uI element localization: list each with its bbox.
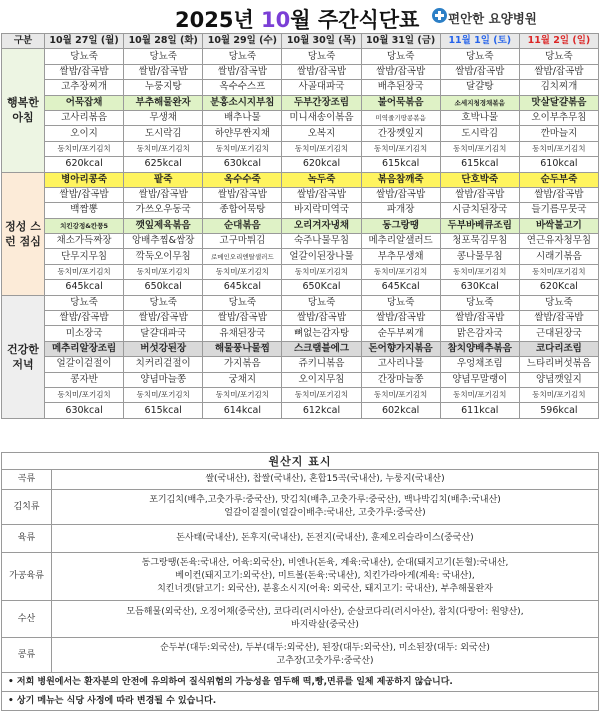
menu-item: 순두부찌개 [361,326,440,341]
menu-item: 부추무생채 [361,249,440,264]
menu-row [2,49,599,64]
menu-item: 고사리볶음 [45,110,124,125]
menu-item: 동치미/포기김치 [203,141,282,156]
origin-line: 쌀(국내산), 찹쌀(국내산), 혼합15곡(국내산), 누룽지(국내산) [205,474,445,484]
menu-item: 어묵잡채 [45,95,124,110]
menu-item: 미역줄기땅콩볶음 [361,110,440,125]
menu-body [2,49,599,418]
menu-row [2,234,599,249]
menu-item: 당뇨죽 [361,49,440,64]
menu-item: 쌀밥/잡곡밥 [282,64,361,79]
menu-item: 채소가득짜장 [45,234,124,249]
menu-item: 동치미/포기김치 [440,264,519,279]
menu-item: 바싹불고기 [519,218,598,233]
menu-item: 깍둑오이무침 [124,249,203,264]
menu-item: 동치미/포기김치 [203,264,282,279]
menu-item: 쌀밥/잡곡밥 [203,64,282,79]
menu-item: 병아리콩죽 [45,172,124,187]
origin-detail [52,553,599,601]
menu-item: 양념마늘쫑 [124,372,203,387]
menu-item: 오리겨자냉채 [282,218,361,233]
menu-item: 배추된장국 [361,80,440,95]
menu-item: 동치미/포기김치 [361,387,440,402]
menu-item: 치킨강정&칸풍5 [45,218,124,233]
origin-table [1,452,599,711]
kcal-cell: 645kcal [45,280,124,295]
kcal-cell: 620Kcal [519,280,598,295]
menu-item: 순두부죽 [519,172,598,187]
menu-item: 호박나물 [440,110,519,125]
title-bar [0,0,600,32]
menu-item: 간장마늘쫑 [361,372,440,387]
menu-item: 단무지무침 [45,249,124,264]
kcal-cell: 615kcal [361,157,440,172]
menu-row [2,80,599,95]
menu-item: 당뇨죽 [45,295,124,310]
notice-text: • 저희 병원에서는 환자분의 안전에 유의하여 질식위험의 가능성을 염두해 떡,빵,면류를 일체 제공하지 않습니다. [2,673,599,692]
menu-item: 동치미/포기김치 [282,141,361,156]
menu-item: 동치미/포기김치 [203,387,282,402]
notice-row [2,692,599,711]
day-header: 10월 29일 (수) [203,34,282,49]
menu-row [2,110,599,125]
menu-item: 쌀밥/잡곡밥 [519,64,598,79]
origin-row [2,470,599,490]
menu-item: 버섯강된장 [124,341,203,356]
weekly-menu-table [1,33,599,419]
menu-item: 콩나물무침 [440,249,519,264]
menu-item: 달걀대파국 [124,326,203,341]
hospital-cross-icon [432,8,447,23]
menu-item: 로메인오리엔탈샐러드 [203,249,282,264]
kcal-cell: 610kcal [519,157,598,172]
menu-row [2,403,599,418]
menu-item: 불어묵볶음 [361,95,440,110]
menu-item: 연근유자청무침 [519,234,598,249]
menu-item: 도시락김 [440,126,519,141]
menu-header-row [2,34,599,49]
menu-item: 시금치된장국 [440,203,519,218]
origin-line: 베이컨(돼지고기:외국산), 미트볼(돈육:국내산), 치킨가라아게(계육: 국내산), [175,571,475,581]
menu-item: 배추나물 [203,110,282,125]
menu-item: 뼈없는감자탕 [282,326,361,341]
menu-item: 동치미/포기김치 [519,141,598,156]
menu-item: 유채된장국 [203,326,282,341]
menu-item: 당뇨죽 [124,49,203,64]
menu-item: 미니새송이볶음 [282,110,361,125]
menu-item: 코다리조림 [519,341,598,356]
menu-item: 쥬키니볶음 [282,357,361,372]
menu-item: 쌀밥/잡곡밥 [361,64,440,79]
menu-item: 동치미/포기김치 [361,141,440,156]
menu-item: 당뇨죽 [519,295,598,310]
origin-category: 가공육류 [2,553,52,601]
menu-item: 치커리겉절이 [124,357,203,372]
menu-item: 쌀밥/잡곡밥 [361,187,440,202]
origin-detail [52,601,599,638]
menu-item: 쌀밥/잡곡밥 [440,187,519,202]
origin-row [2,601,599,638]
menu-row [2,264,599,279]
kcal-cell: 650Kcal [282,280,361,295]
menu-item: 느타리버섯볶음 [519,357,598,372]
menu-row [2,295,599,310]
menu-row [2,357,599,372]
menu-item: 미소장국 [45,326,124,341]
menu-item: 바지락미역국 [282,203,361,218]
menu-item: 동치미/포기김치 [124,141,203,156]
kcal-cell: 602kcal [361,403,440,418]
menu-item: 쌀밥/잡곡밥 [124,311,203,326]
menu-item: 쌀밥/잡곡밥 [282,311,361,326]
origin-line: 순두부(대두:외국산), 두부(대두:외국산), 된장(대두:외국산), 미소된장(대두: 외국산) [160,643,490,653]
menu-item: 무생채 [124,110,203,125]
menu-item: 동치미/포기김치 [440,387,519,402]
menu-item: 고추장찌개 [45,80,124,95]
menu-item: 옥수수죽 [203,172,282,187]
menu-item: 당뇨죽 [361,295,440,310]
menu-item: 동치미/포기김치 [519,264,598,279]
origin-line: 돈사태(국내산), 돈후지(국내산), 돈전지(국내산), 훈제오리슬라이스(중국산) [176,533,474,543]
menu-item: 오복지 [282,126,361,141]
menu-item: 당뇨죽 [282,295,361,310]
menu-item: 양념깻잎지 [519,372,598,387]
menu-item: 당뇨죽 [45,49,124,64]
origin-category: 곡류 [2,470,52,490]
menu-item: 쌀밥/잡곡밥 [124,187,203,202]
menu-item: 종합어묵탕 [203,203,282,218]
menu-item: 궁채지 [203,372,282,387]
origin-line: 동그랑땡(돈육:국내산, 어육:외국산), 비엔나(돈육, 계육:국내산), 순대(돼지고기(돈혈):국내산, [141,558,509,568]
menu-row [2,187,599,202]
menu-item: 분홍소시지부침 [203,95,282,110]
menu-item: 파개장 [361,203,440,218]
day-header: 11월 1일 (토) [440,34,519,49]
menu-row [2,326,599,341]
origin-body [2,453,599,711]
origin-detail [52,470,599,490]
menu-item: 볶음참깨죽 [361,172,440,187]
menu-item: 동치미/포기김치 [282,387,361,402]
menu-item: 숙주나물무침 [282,234,361,249]
menu-item: 근대된장국 [519,326,598,341]
notice-text: • 상기 메뉴는 식당 사정에 따라 변경될 수 있습니다. [2,692,599,711]
meal-label: 행복한 아침 [2,49,45,172]
menu-item: 오이지 [45,126,124,141]
menu-item: 두부간장조림 [282,95,361,110]
menu-item: 동치미/포기김치 [440,141,519,156]
kcal-cell: 625kcal [124,157,203,172]
origin-category: 육류 [2,525,52,553]
menu-item: 동치미/포기김치 [45,141,124,156]
menu-item: 청포묵김무침 [440,234,519,249]
page-title: 2025년 10월 주간식단표 [175,8,420,32]
menu-item: 쌀밥/잡곡밥 [519,187,598,202]
day-header: 11월 2일 (일) [519,34,598,49]
meal-label: 건강한 저녁 [2,295,45,418]
menu-item: 팥죽 [124,172,203,187]
menu-row [2,218,599,233]
day-header: 10월 27일 (월) [45,34,124,49]
menu-row [2,311,599,326]
origin-detail [52,525,599,553]
kcal-cell: 614kcal [203,403,282,418]
day-header: 10월 30일 (목) [282,34,361,49]
menu-item: 백짬뽕 [45,203,124,218]
menu-row [2,203,599,218]
origin-detail [52,638,599,673]
menu-item: 소세지청경채볶음 [440,95,519,110]
origin-line: 포기김치(배추,고춧가루:중국산), 맛김치(배추,고춧가루:중국산), 백나박김치(배추:국내산) [149,495,501,505]
menu-item: 두부바베큐조림 [440,218,519,233]
menu-item: 동치미/포기김치 [282,264,361,279]
menu-item: 콩자반 [45,372,124,387]
menu-item: 쌀밥/잡곡밥 [440,311,519,326]
menu-item: 동치미/포기김치 [124,387,203,402]
menu-item: 부추해물완자 [124,95,203,110]
menu-item: 오이지무침 [282,372,361,387]
origin-line: 바지락살(중국산) [291,620,359,630]
menu-item: 당뇨죽 [282,49,361,64]
menu-item: 쌀밥/잡곡밥 [282,187,361,202]
kcal-cell: 615kcal [440,157,519,172]
menu-row [2,64,599,79]
day-header: 10월 28일 (화) [124,34,203,49]
kcal-cell: 630kcal [45,403,124,418]
menu-item: 당뇨죽 [440,49,519,64]
menu-item: 메추리알장조림 [45,341,124,356]
notice-row [2,673,599,692]
menu-item: 고구마튀김 [203,234,282,249]
kcal-cell: 596kcal [519,403,598,418]
menu-item: 메추리알샐러드 [361,234,440,249]
menu-item: 가지볶음 [203,357,282,372]
menu-item: 들기름무뭇국 [519,203,598,218]
menu-item: 쌀밥/잡곡밥 [361,311,440,326]
kcal-cell: 612kcal [282,403,361,418]
menu-item: 쌀밥/잡곡밥 [440,64,519,79]
menu-item: 쌀밥/잡곡밥 [124,64,203,79]
menu-item: 쌀밥/잡곡밥 [45,187,124,202]
origin-row [2,553,599,601]
menu-item: 누룽지탕 [124,80,203,95]
origin-line: 모듬해물(외국산), 오징어채(중국산), 코다리(러시아산), 순살코다리(러시아산), 참치(다랑어: 원양산), [126,607,524,617]
menu-item: 얼갈이겉절이 [45,357,124,372]
menu-item: 쌀밥/잡곡밥 [45,64,124,79]
menu-item: 참치양배추볶음 [440,341,519,356]
menu-item: 쌀밥/잡곡밥 [203,187,282,202]
menu-item: 동치미/포기김치 [124,264,203,279]
menu-item: 사골대파국 [282,80,361,95]
menu-row [2,280,599,295]
menu-item: 쌀밥/잡곡밥 [45,311,124,326]
menu-row [2,126,599,141]
menu-item: 우엉채조림 [440,357,519,372]
menu-item: 쌀밥/잡곡밥 [519,311,598,326]
kcal-cell: 615kcal [124,403,203,418]
day-header: 10월 31일 (금) [361,34,440,49]
menu-row [2,172,599,187]
menu-item: 도시락김 [124,126,203,141]
kcal-cell: 620kcal [282,157,361,172]
menu-item: 양념무말랭이 [440,372,519,387]
menu-item: 단호박죽 [440,172,519,187]
menu-item: 맑은감자국 [440,326,519,341]
menu-item: 깻잎제육볶음 [124,218,203,233]
menu-item: 녹두죽 [282,172,361,187]
menu-item: 당뇨죽 [203,295,282,310]
menu-row [2,141,599,156]
kcal-cell: 611kcal [440,403,519,418]
col-label: 구분 [2,34,45,49]
menu-row [2,341,599,356]
origin-row [2,638,599,673]
kcal-cell: 650kcal [124,280,203,295]
menu-item: 돈어향가지볶음 [361,341,440,356]
menu-item: 동치미/포기김치 [361,264,440,279]
menu-item: 하얀무짠지채 [203,126,282,141]
menu-row [2,387,599,402]
menu-row [2,95,599,110]
menu-item: 오이부추무침 [519,110,598,125]
menu-item: 맛살달걀볶음 [519,95,598,110]
menu-row [2,157,599,172]
menu-item: 동치미/포기김치 [45,264,124,279]
menu-item: 달걀탕 [440,80,519,95]
origin-category: 김치류 [2,490,52,525]
menu-item: 간장깻잎지 [361,126,440,141]
origin-detail [52,490,599,525]
origin-line: 얼갈이겉절이(얼갈이배추:국내산, 고춧가루:중국산) [224,508,426,518]
kcal-cell: 630Kcal [440,280,519,295]
menu-item: 당뇨죽 [124,295,203,310]
origin-line: 고추장(고춧가루:중국산) [276,656,374,666]
kcal-cell: 620kcal [45,157,124,172]
kcal-cell: 630kcal [203,157,282,172]
menu-item: 당뇨죽 [203,49,282,64]
menu-item: 옥수수스프 [203,80,282,95]
origin-category: 수산 [2,601,52,638]
origin-row [2,490,599,525]
menu-item: 가쓰오우동국 [124,203,203,218]
menu-item: 동치미/포기김치 [45,387,124,402]
menu-item: 당뇨죽 [519,49,598,64]
hospital-name: 편안한 요양병원 [448,11,537,26]
origin-title: 원산지 표시 [2,453,599,470]
menu-item: 당뇨죽 [440,295,519,310]
menu-item: 앙배추찜&쌈장 [124,234,203,249]
menu-item: 스크램블에그 [282,341,361,356]
menu-item: 동치미/포기김치 [519,387,598,402]
meal-label: 정성 스런 점심 [2,172,45,295]
menu-item: 깐마늘지 [519,126,598,141]
menu-item: 해물풍나물찜 [203,341,282,356]
menu-row [2,249,599,264]
menu-row [2,372,599,387]
origin-category: 콩류 [2,638,52,673]
menu-item: 시래기볶음 [519,249,598,264]
menu-item: 김치찌개 [519,80,598,95]
menu-item: 순대볶음 [203,218,282,233]
menu-item: 쌀밥/잡곡밥 [203,311,282,326]
kcal-cell: 645Kcal [361,280,440,295]
origin-line: 치킨너겟(닭고기: 외국산), 분홍소시지(어육: 외국산, 돼지고기: 국내산), 부추해물완자 [157,584,493,594]
menu-item: 동그랑땡 [361,218,440,233]
menu-item: 고사리나물 [361,357,440,372]
kcal-cell: 645kcal [203,280,282,295]
menu-item: 얼갈이된장나물 [282,249,361,264]
origin-row [2,525,599,553]
